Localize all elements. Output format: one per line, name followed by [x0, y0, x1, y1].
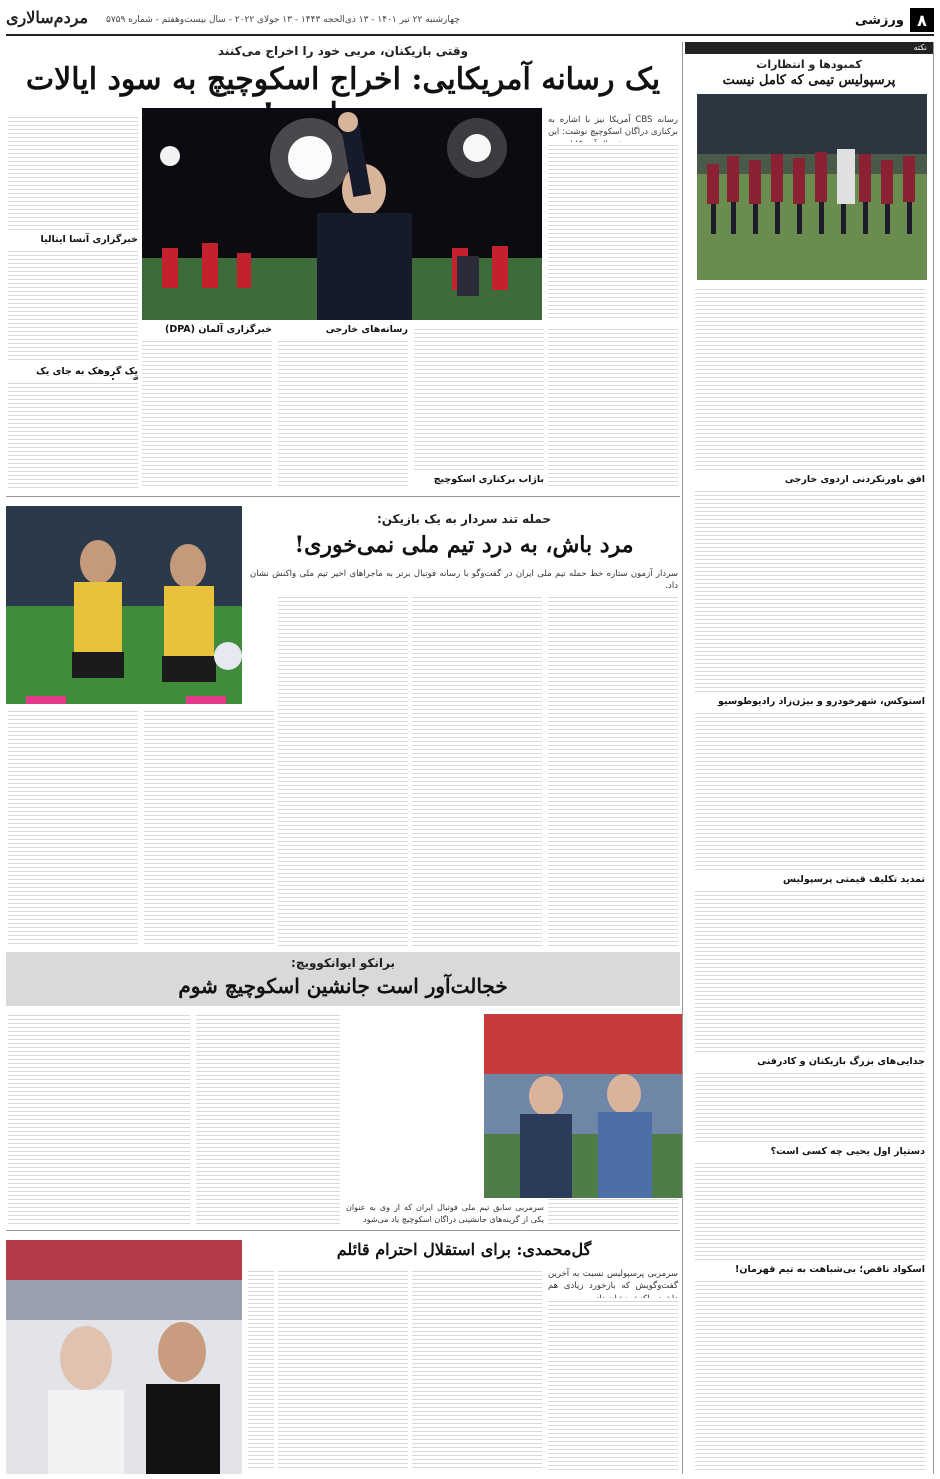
story4-headline: گل‌محمدی: برای استقلال احترام قائلم [336, 1240, 592, 1259]
story1-text-col-e [548, 326, 678, 488]
story2-headline: مرد باش، به درد تیم ملی نمی‌خوری! [294, 532, 634, 558]
sidebar-headline: پرسپولیس تیمی که کامل نیست [722, 73, 896, 88]
coaches-photo [6, 1240, 242, 1474]
story1-text-col-a [548, 142, 678, 320]
sidebar-text-3 [695, 710, 925, 870]
story4-text-col-b [412, 1268, 542, 1470]
story1-text-col-b [8, 114, 138, 232]
story-divider-2 [6, 1230, 680, 1231]
paper-name: مردم‌سالاری [6, 8, 89, 27]
story1-lead: رسانه CBS آمریکا نیز با اشاره به برکناری دراگان اسکوچیچ نوشت: این [548, 115, 678, 138]
players-photo [6, 506, 242, 704]
story4-text-col-a [548, 1298, 678, 1470]
story3-text-col-c [8, 1012, 190, 1224]
sidebar-article [685, 42, 934, 1474]
sidebar-subhead-3: تمدید تکلیف قیمتی پرسپولیس [782, 874, 925, 885]
story1-subhead-5: باژاب برکناری اسکوچیچ [433, 474, 544, 485]
team-photo [697, 94, 927, 280]
story1-subhead-4: خبرگزاری آلمان (DPA) [164, 324, 272, 335]
story-divider-1 [6, 496, 680, 497]
sidebar-kicker: کمبودها و انتظارات [756, 58, 862, 71]
sidebar-text-6 [695, 1160, 925, 1260]
sidebar-text-5 [695, 1070, 925, 1142]
story1-subhead-2: یک گروهک به جای یک [36, 366, 138, 377]
sidebar-tag: نکته [685, 42, 933, 54]
masthead [6, 6, 934, 36]
sidebar-subhead-2: استوکس، شهرخودرو و بیژن‌زاد رادیوطوسیو [718, 696, 925, 707]
story2-kicker: حمله تند سردار به یک بازیکن: [376, 512, 552, 526]
sidebar-text-1 [695, 286, 925, 470]
story3-text-col-b [196, 1012, 340, 1224]
story1-kicker: وقتی بازیکنان، مربی خود را اخراج می‌کنند [217, 44, 469, 58]
coach-photo [142, 108, 542, 320]
sidebar-subhead-6: اسکواد ناقص؛ بی‌شباهت به تیم قهرمان! [735, 1264, 925, 1275]
sidebar-text-7 [695, 1278, 925, 1470]
story1-headline: یک رسانه آمریکایی: اخراج اسکوچیچ به سود ایالات [25, 62, 661, 97]
story3-headline: خجالت‌آور است جانشین اسکوچیچ شوم [178, 974, 508, 998]
story2-text-col-e [8, 708, 138, 946]
dateline: چهارشنبه ۲۲ تیر ۱۴۰۱ - ۱۳ ذی‌الحجه ۱۴۴۳ - ۱۳ جولای ۲۰۲۲ - سال بیست‌وهفتم - شماره ۵۷۵۹ [106, 15, 460, 25]
sidebar-subhead-4: جدایی‌های بزرگ بازیکنان و کادرفنی [757, 1056, 925, 1067]
story1-text-col-h [142, 338, 272, 488]
branko-photo [346, 1014, 682, 1198]
section-label [855, 8, 934, 32]
sidebar-text-4 [695, 888, 925, 1052]
story3-kicker: برانکو ایوانکوویچ: [291, 956, 395, 970]
story1-subhead-3: رسانه‌های خارجی [325, 324, 408, 335]
sidebar-text-2 [695, 488, 925, 692]
story4-lead: سرمربی پرسپولیس نسبت به آخرین گفت‌وگویش که بازخورد زیادی هم [548, 1269, 678, 1292]
branko-photo-caption: سرمربی سابق تیم ملی فوتبال ایران که از وی به عنوان یکی از گزینه‌های جانشینی دراگان اسکوچیچ یاد می‌شود [346, 1203, 544, 1224]
story2-text-col-b [412, 594, 542, 946]
story1-text-col-f [414, 326, 544, 472]
story2-lead: سردار آزمون ستاره خط حمله تیم ملی ایران در گفت‌وگو با رسانه فوتبال برتر به ماجراهای اخیر تیم ملی واکنش نشان داد. [250, 569, 678, 592]
sidebar-subhead-1: افق باورنکردنی اردوی خارجی [784, 474, 925, 485]
story1-text-col-c [8, 248, 138, 362]
section-name: ورزشی [855, 12, 904, 28]
story1-subhead-1: خبرگزاری آنسا ایتالیا [40, 234, 138, 245]
story2-text-col-c [278, 594, 408, 946]
story4-text-col-d [248, 1268, 274, 1470]
story4-text-col-c [278, 1268, 408, 1470]
story2-text-col-d [144, 708, 274, 946]
story1-text-col-d [8, 380, 138, 488]
page-number: ۸ [910, 8, 934, 32]
sidebar-subhead-5: دستیار اول یحیی چه کسی است؟ [770, 1146, 925, 1157]
story2-text-col-a [548, 594, 678, 946]
story1-text-col-g [278, 338, 408, 488]
column-divider [682, 42, 683, 1474]
